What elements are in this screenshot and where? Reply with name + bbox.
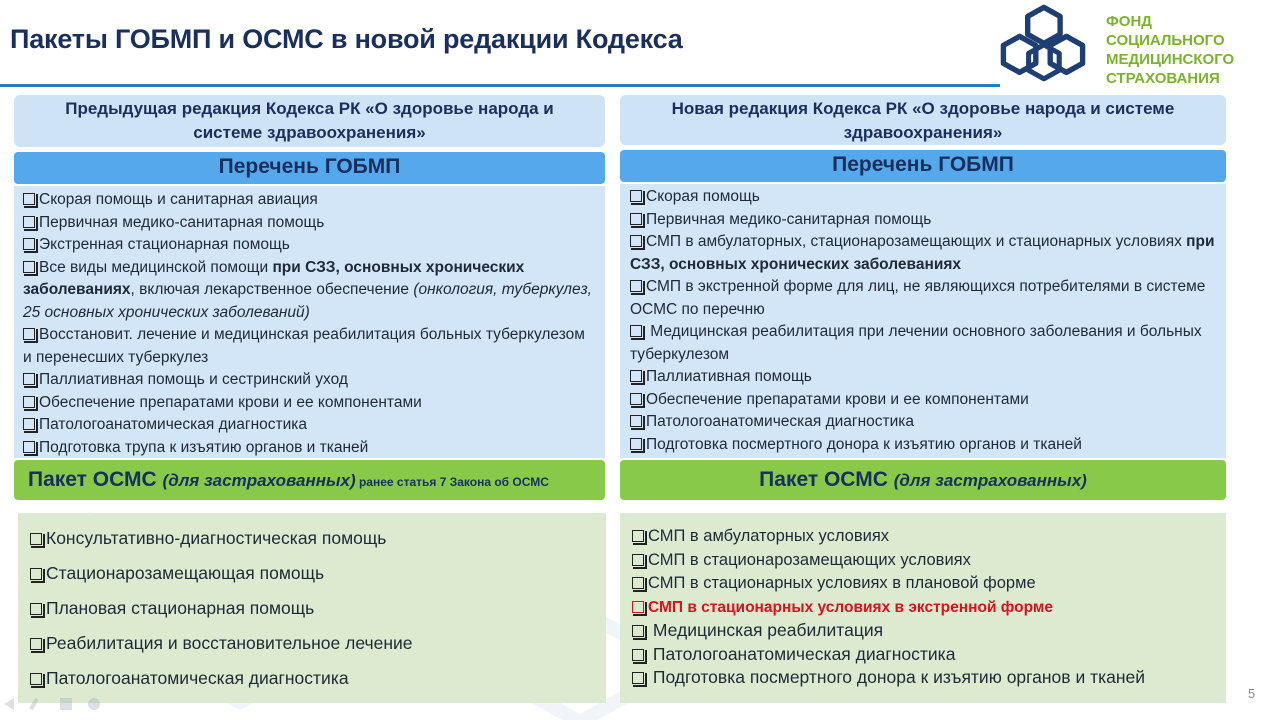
fund-hexagon-logo-icon bbox=[998, 4, 1090, 88]
list-item-text: Патологоанатомическая диагностика bbox=[39, 416, 308, 433]
slide-nav-icons[interactable] bbox=[2, 694, 112, 714]
list-item-text: , включая лекарственное обеспечение bbox=[130, 281, 414, 298]
list-item bbox=[632, 596, 1216, 620]
list-item bbox=[630, 276, 1216, 321]
list-item-text: СМП в экстренной форме для лиц, не являющихся потребителями в системе ОСМС по перечню bbox=[630, 278, 1206, 318]
list-item bbox=[30, 597, 596, 620]
list-item bbox=[630, 321, 1216, 366]
checkbox-icon bbox=[23, 238, 35, 250]
list-item-text: Экстренная стационарная помощь bbox=[39, 236, 290, 253]
list-item-text: Патологоанатомическая диагностика bbox=[646, 413, 915, 430]
list-item bbox=[632, 619, 1216, 643]
checkbox-icon bbox=[23, 418, 35, 430]
list-item-text: Консультативно-диагностическая помощь bbox=[46, 528, 387, 548]
checkbox-icon bbox=[632, 601, 644, 613]
list-item-text: СМП в амбулаторных условиях bbox=[648, 527, 890, 545]
list-item-text: Реабилитация и восстановительное лечение bbox=[46, 633, 413, 653]
list-item-text: СМП в стационарозамещающих условиях bbox=[648, 550, 971, 569]
list-item bbox=[632, 549, 1216, 573]
list-item bbox=[30, 667, 596, 690]
right-osms-bar bbox=[620, 460, 1226, 500]
list-item-text: Медицинская реабилитация при лечении основного заболевания и больных туберкулезом bbox=[630, 323, 1202, 363]
checkbox-icon bbox=[23, 396, 35, 408]
list-item bbox=[632, 572, 1216, 596]
previous-slide-icon bbox=[4, 698, 14, 710]
checkbox-icon bbox=[23, 193, 35, 205]
list-item-text: СМП в амбулаторных, стационарозамещающих и стационарных условиях bbox=[646, 233, 1187, 250]
list-item-text: Плановая стационарная помощь bbox=[46, 598, 315, 618]
logo-line: ФОНД bbox=[1106, 13, 1152, 30]
list-item-text: Стационарозамещающая помощь bbox=[46, 563, 325, 583]
left-osms-subtitle: (для застрахованных) bbox=[162, 471, 356, 490]
list-item-text: Все виды медицинской помощи bbox=[39, 258, 273, 276]
left-osms-list bbox=[30, 527, 596, 690]
list-item-text: Медицинская реабилитация bbox=[648, 620, 884, 640]
fund-logo-text bbox=[1106, 12, 1276, 88]
highlighted-item-text: СМП в стационарных условиях в экстренной форме bbox=[648, 598, 1053, 616]
checkbox-icon bbox=[23, 328, 35, 340]
list-item-text: Паллиативная помощь и сестринский уход bbox=[39, 371, 348, 388]
checkbox-icon bbox=[630, 235, 642, 247]
list-item bbox=[630, 231, 1216, 276]
list-item bbox=[23, 189, 595, 212]
list-item-text: Восстановит. лечение и медицинская реабилитация больных туберкулезом и перенесших туберкулез bbox=[23, 326, 585, 366]
list-item-text: Обеспечение препаратами крови и ее компонентами bbox=[39, 393, 422, 411]
right-osms-list bbox=[632, 525, 1216, 690]
logo-line: МЕДИЦИНСКОГО bbox=[1106, 51, 1235, 68]
logo-line: СТРАХОВАНИЯ bbox=[1106, 70, 1220, 87]
checkbox-icon bbox=[632, 649, 644, 661]
checkbox-icon bbox=[23, 261, 35, 273]
list-item bbox=[23, 212, 595, 235]
checkbox-icon bbox=[632, 672, 644, 684]
list-item-text: Паллиативная помощь bbox=[646, 368, 812, 385]
checkbox-icon bbox=[630, 370, 642, 382]
left-osms-note: ранее статья 7 Закона об ОСМС bbox=[355, 475, 549, 489]
list-item bbox=[632, 525, 1216, 549]
list-item bbox=[30, 562, 596, 585]
slide-title: Пакеты ГОБМП и ОСМС в новой редакции Кодекса bbox=[10, 24, 683, 54]
left-osms-bar bbox=[14, 460, 605, 500]
list-item bbox=[632, 666, 1216, 690]
list-item bbox=[630, 186, 1216, 209]
checkbox-icon bbox=[630, 438, 642, 450]
logo-line: СОЦИАЛЬНОГО bbox=[1106, 32, 1225, 49]
right-osms-title: Пакет ОСМС bbox=[759, 468, 894, 491]
checkbox-icon bbox=[632, 530, 644, 542]
checkbox-icon bbox=[30, 603, 42, 615]
list-item bbox=[23, 324, 595, 369]
list-item-text: Подготовка трупа к изъятию органов и тканей bbox=[39, 438, 369, 456]
right-osms-subtitle: (для застрахованных) bbox=[893, 471, 1087, 490]
checkbox-icon bbox=[23, 373, 35, 385]
pen-icon bbox=[29, 698, 38, 710]
checkbox-icon bbox=[630, 415, 642, 427]
checkbox-icon bbox=[23, 216, 35, 228]
right-gobmp-bar bbox=[620, 150, 1226, 182]
list-item bbox=[630, 389, 1216, 412]
right-osms-list-box bbox=[620, 513, 1226, 703]
list-item bbox=[630, 366, 1216, 389]
checkbox-icon bbox=[632, 554, 644, 566]
checkbox-icon bbox=[30, 533, 42, 545]
list-item bbox=[23, 437, 595, 460]
checkbox-icon bbox=[30, 568, 42, 580]
left-osms-title: Пакет ОСМС bbox=[28, 468, 163, 491]
list-item-note: (онкология, туберкулез, 25 основных хронических заболеваний) bbox=[23, 281, 592, 321]
list-item-text: СМП в стационарных условиях в плановой форме bbox=[648, 574, 1036, 592]
list-item-text: Обеспечение препаратами крови и ее компонентами bbox=[646, 390, 1029, 408]
checkbox-icon bbox=[30, 638, 42, 650]
list-item bbox=[23, 257, 595, 325]
list-item-text: Скорая помощь и санитарная авиация bbox=[39, 191, 318, 208]
right-gobmp-list-box bbox=[620, 184, 1226, 458]
right-gobmp-list bbox=[630, 186, 1216, 456]
left-gobmp-list bbox=[23, 189, 595, 459]
zoom-icon bbox=[88, 698, 100, 710]
checkbox-icon bbox=[632, 577, 644, 589]
list-item-text: Патологоанатомическая диагностика bbox=[648, 643, 956, 664]
list-item bbox=[630, 434, 1216, 457]
list-item-text: Подготовка посмертного донора к изъятию органов и тканей bbox=[648, 667, 1146, 687]
list-item-emphasis: при СЗЗ, основных хронических заболеваниях bbox=[630, 233, 1215, 273]
list-item-text: Скорая помощь bbox=[646, 188, 760, 205]
slides-grid-icon bbox=[60, 698, 72, 710]
list-item bbox=[23, 392, 595, 415]
left-gobmp-bar bbox=[14, 152, 605, 184]
left-header-text: Предыдущая редакция Кодекса РК «О здоровье народа и системе здравоохранения» bbox=[65, 99, 554, 142]
left-gobmp-list-box bbox=[14, 186, 605, 458]
left-gobmp-title: Перечень ГОБМП bbox=[218, 155, 401, 178]
right-header-text: Новая редакция Кодекса РК «О здоровье народа и системе здравоохранения» bbox=[671, 99, 1175, 142]
list-item bbox=[30, 632, 596, 655]
checkbox-icon bbox=[630, 213, 642, 225]
list-item-text: Первичная медико-санитарная помощь bbox=[39, 213, 325, 231]
list-item bbox=[630, 209, 1216, 232]
list-item-text: Первичная медико-санитарная помощь bbox=[646, 210, 932, 228]
checkbox-icon bbox=[23, 441, 35, 453]
left-header-box bbox=[14, 95, 605, 147]
page-number: 5 bbox=[1248, 686, 1256, 701]
checkbox-icon bbox=[630, 325, 642, 337]
title-divider bbox=[0, 84, 1000, 87]
list-item bbox=[630, 411, 1216, 434]
list-item-text: Подготовка посмертного донора к изъятию органов и тканей bbox=[646, 435, 1082, 453]
list-item bbox=[23, 369, 595, 392]
checkbox-icon bbox=[630, 280, 642, 292]
checkbox-icon bbox=[630, 393, 642, 405]
list-item bbox=[23, 414, 595, 437]
left-osms-list-box bbox=[18, 513, 606, 703]
list-item-text: Патологоанатомическая диагностика bbox=[46, 668, 349, 688]
list-item bbox=[632, 643, 1216, 667]
checkbox-icon bbox=[30, 673, 42, 685]
checkbox-icon bbox=[630, 190, 642, 202]
right-header-box bbox=[620, 95, 1226, 145]
list-item bbox=[23, 234, 595, 257]
right-gobmp-title: Перечень ГОБМП bbox=[832, 153, 1014, 176]
checkbox-icon bbox=[632, 625, 644, 637]
list-item-emphasis: при СЗЗ, основных хронических заболеваниях bbox=[23, 258, 525, 298]
list-item bbox=[30, 527, 596, 550]
